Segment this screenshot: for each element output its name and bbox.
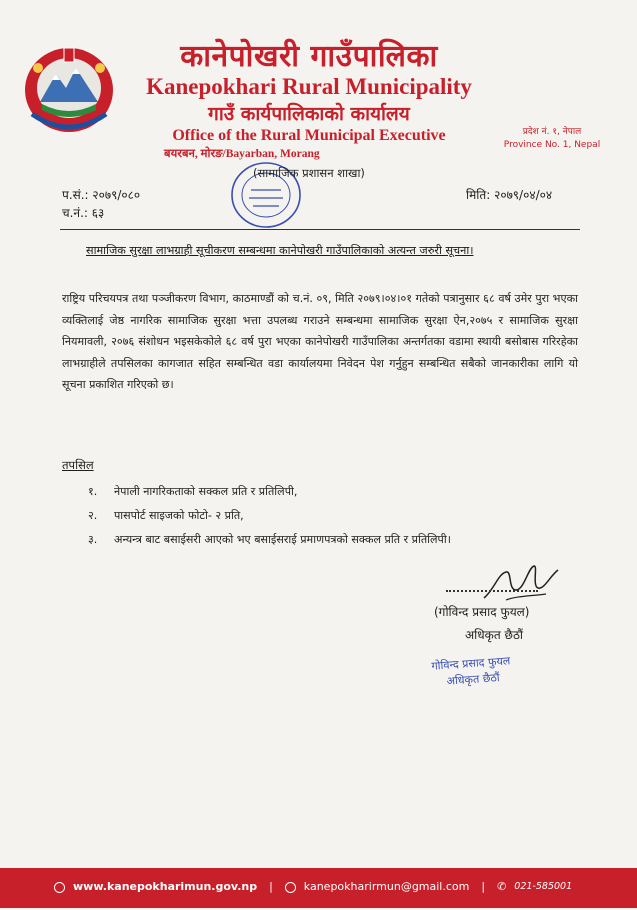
reference-numbers [62, 186, 140, 222]
footer-separator: | [269, 880, 273, 893]
chalani-number: च.नं.: ६३ [62, 206, 105, 220]
name-stamp [431, 653, 512, 690]
list-item-text: अन्यन्त्र बाट बसाईसरी आएको भए बसाईसराई प्रमाणपत्रको सक्कल प्रति र प्रतिलिपी। [114, 533, 451, 546]
patra-sankhya: प.सं.: २०७९/०८० [62, 188, 141, 202]
signatory-name: (गोविन्द प्रसाद फुयल) [434, 605, 530, 619]
list-item [62, 528, 582, 552]
signatory-title: अधिकृत छैठौं [465, 628, 524, 642]
office-name-en: Office of the Rural Municipal Executive [172, 127, 446, 144]
stamp-title: अधिकृत छैठौं [446, 671, 501, 688]
list-item [62, 480, 582, 504]
list-item-text: नेपाली नागरिकताको सक्कल प्रति र प्रतिलिपी, [114, 485, 298, 498]
section-name: (सामाजिक प्रशासन शाखा) [253, 166, 365, 180]
notice-body: राष्ट्रिय परिचयपत्र तथा पञ्जीकरण विभाग, काठमाण्डौं को च.नं. ०९, मिति २०७९।०४।०१ गतेको पत्रानुसार ६८ वर्ष उमेर पुरा भएका व्यक्तिलाई जेष्ठ नागरिक सामाजिक सुरक्षा भत्ता उपलब्ध गराउने सम्बन्धमा सामाजिक सुरक्षा ऐन,२०७५ र सामाजिक सुरक्षा नियमावली, २०७६ संशोधन भइसकेकोले ६८ वर्ष पुरा भएका कानेपोखरी गाउँपालिका अन्तर्गतका वडामा स्थायी बसोबास गरिरहेका लाभग्राहीले तपसिलका कागजात सहित सम्बन्धित वडा कार्यालयमा निवेदन पेश गर्नुहुन सम्बन्धित सबैको जानकारीका लागि यो सूचना प्रकाशित गरिएको छ। [62, 292, 578, 391]
list-item-number: २. [88, 509, 98, 522]
email-icon [285, 882, 296, 893]
letterhead [124, 40, 494, 162]
list-item-text: पासपोर्ट साइजको फोटो- २ प्रति, [114, 509, 244, 522]
letter-date: मिति: २०७९/०४/०४ [466, 188, 553, 202]
divider [60, 229, 580, 230]
globe-icon [54, 882, 65, 893]
tapasil-heading: तपसिल [62, 458, 94, 472]
list-item [62, 504, 582, 528]
signature-line [446, 590, 538, 592]
province-np: प्रदेश नं. १, नेपाल [522, 127, 582, 137]
municipality-name-np: कानेपोखरी गाउँपालिका [180, 39, 438, 74]
office-name-np: गाउँ कार्यपालिकाको कार्यालय [208, 103, 410, 125]
footer-email[interactable]: kanepokharirmun@gmail.com [303, 880, 470, 893]
footer-bar [0, 868, 637, 908]
footer-website[interactable]: www.kanepokharimun.gov.np [73, 880, 258, 893]
phone-icon: ✆ [497, 880, 507, 893]
office-address: बयरबन, मोरङ/Bayarban, Morang [164, 148, 320, 160]
province-info [492, 126, 612, 152]
province-en: Province No. 1, Nepal [503, 140, 601, 150]
footer-separator: | [481, 880, 486, 893]
footer-phone: 021-585001 [514, 881, 573, 892]
municipality-emblem-icon [22, 44, 116, 136]
document-list [62, 480, 582, 552]
stamp-name: गोविन्द प्रसाद फुयल [431, 654, 511, 673]
municipality-name-en: Kanepokhari Rural Municipality [146, 74, 472, 99]
list-item-number: १. [88, 485, 98, 498]
notice-subject: सामाजिक सुरक्षा लाभग्राही सूचीकरण सम्बन्धमा कानेपोखरी गाउँपालिकाको अत्यन्त जरुरी सूचना। [86, 244, 474, 257]
list-item-number: ३. [88, 533, 98, 546]
